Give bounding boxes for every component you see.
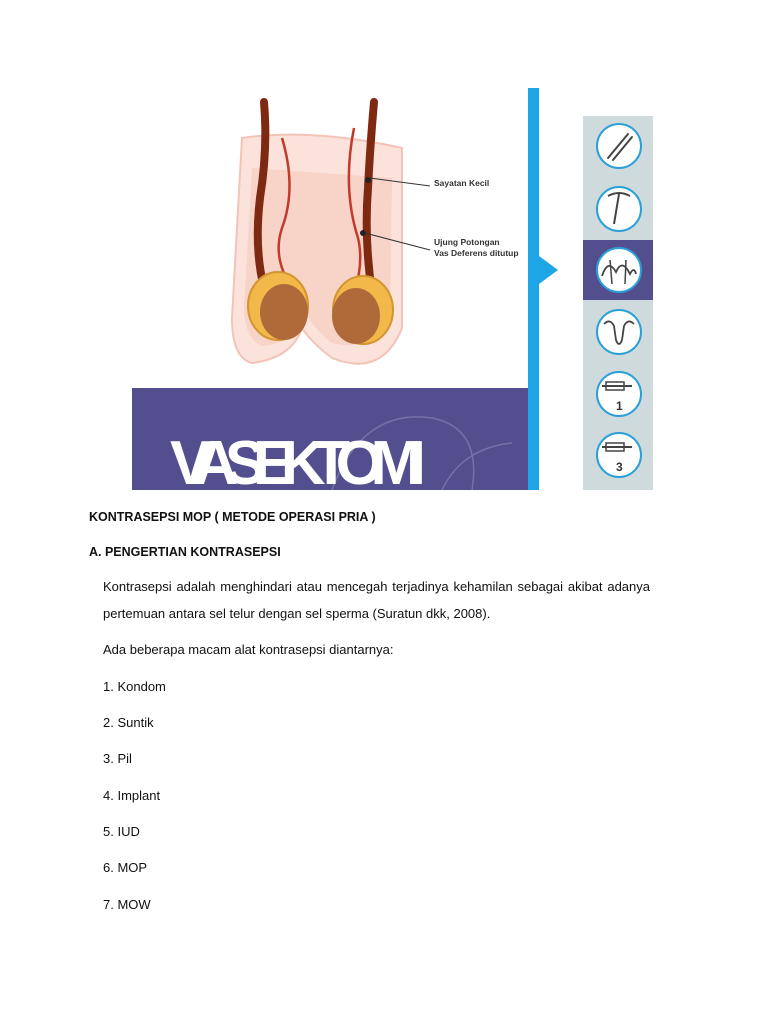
right-testis bbox=[332, 288, 380, 344]
label-small-incision: Sayatan Kecil bbox=[434, 178, 490, 188]
vasectomy-illustration bbox=[132, 88, 654, 490]
label-cut-end-line2: Vas Deferens ditutup bbox=[434, 248, 519, 258]
iud-icon bbox=[597, 187, 641, 231]
list-item: 5. IUD bbox=[103, 824, 140, 839]
condom-icon bbox=[597, 124, 641, 168]
list-intro: Ada beberapa macam alat kontrasepsi diantarnya: bbox=[103, 642, 394, 657]
accent-arrow bbox=[539, 256, 558, 284]
list-item: 1. Kondom bbox=[103, 679, 166, 694]
list-item: 6. MOP bbox=[103, 860, 148, 875]
list-item: 4. Implant bbox=[103, 788, 161, 803]
list-item: 3. Pil bbox=[103, 751, 132, 766]
injection-3-icon bbox=[597, 433, 641, 477]
list-item: 7. MOW bbox=[103, 897, 151, 912]
accent-bar bbox=[528, 88, 539, 490]
injection-1-icon bbox=[597, 372, 641, 416]
list-item: 2. Suntik bbox=[103, 715, 154, 730]
document-title: KONTRASEPSI MOP ( METODE OPERASI PRIA ) bbox=[89, 510, 376, 524]
banner-title: VASEKTOMI bbox=[170, 429, 426, 490]
vasectomy-icon bbox=[597, 248, 641, 292]
left-testis bbox=[260, 284, 308, 340]
illustration-svg bbox=[132, 88, 654, 490]
section-heading: A. PENGERTIAN KONTRASEPSI bbox=[89, 545, 281, 559]
uterus-icon bbox=[597, 310, 641, 354]
definition-paragraph: Kontrasepsi adalah menghindari atau mencegah terjadinya kehamilan sebagai akibat adanya pertemuan antara sel telur dengan sel sperma (Suratun dkk, 2008). bbox=[103, 579, 650, 621]
label-cut-end-line1: Ujung Potongan bbox=[434, 237, 500, 247]
injection-1-number: 1 bbox=[616, 399, 623, 413]
injection-3-number: 3 bbox=[616, 460, 623, 474]
